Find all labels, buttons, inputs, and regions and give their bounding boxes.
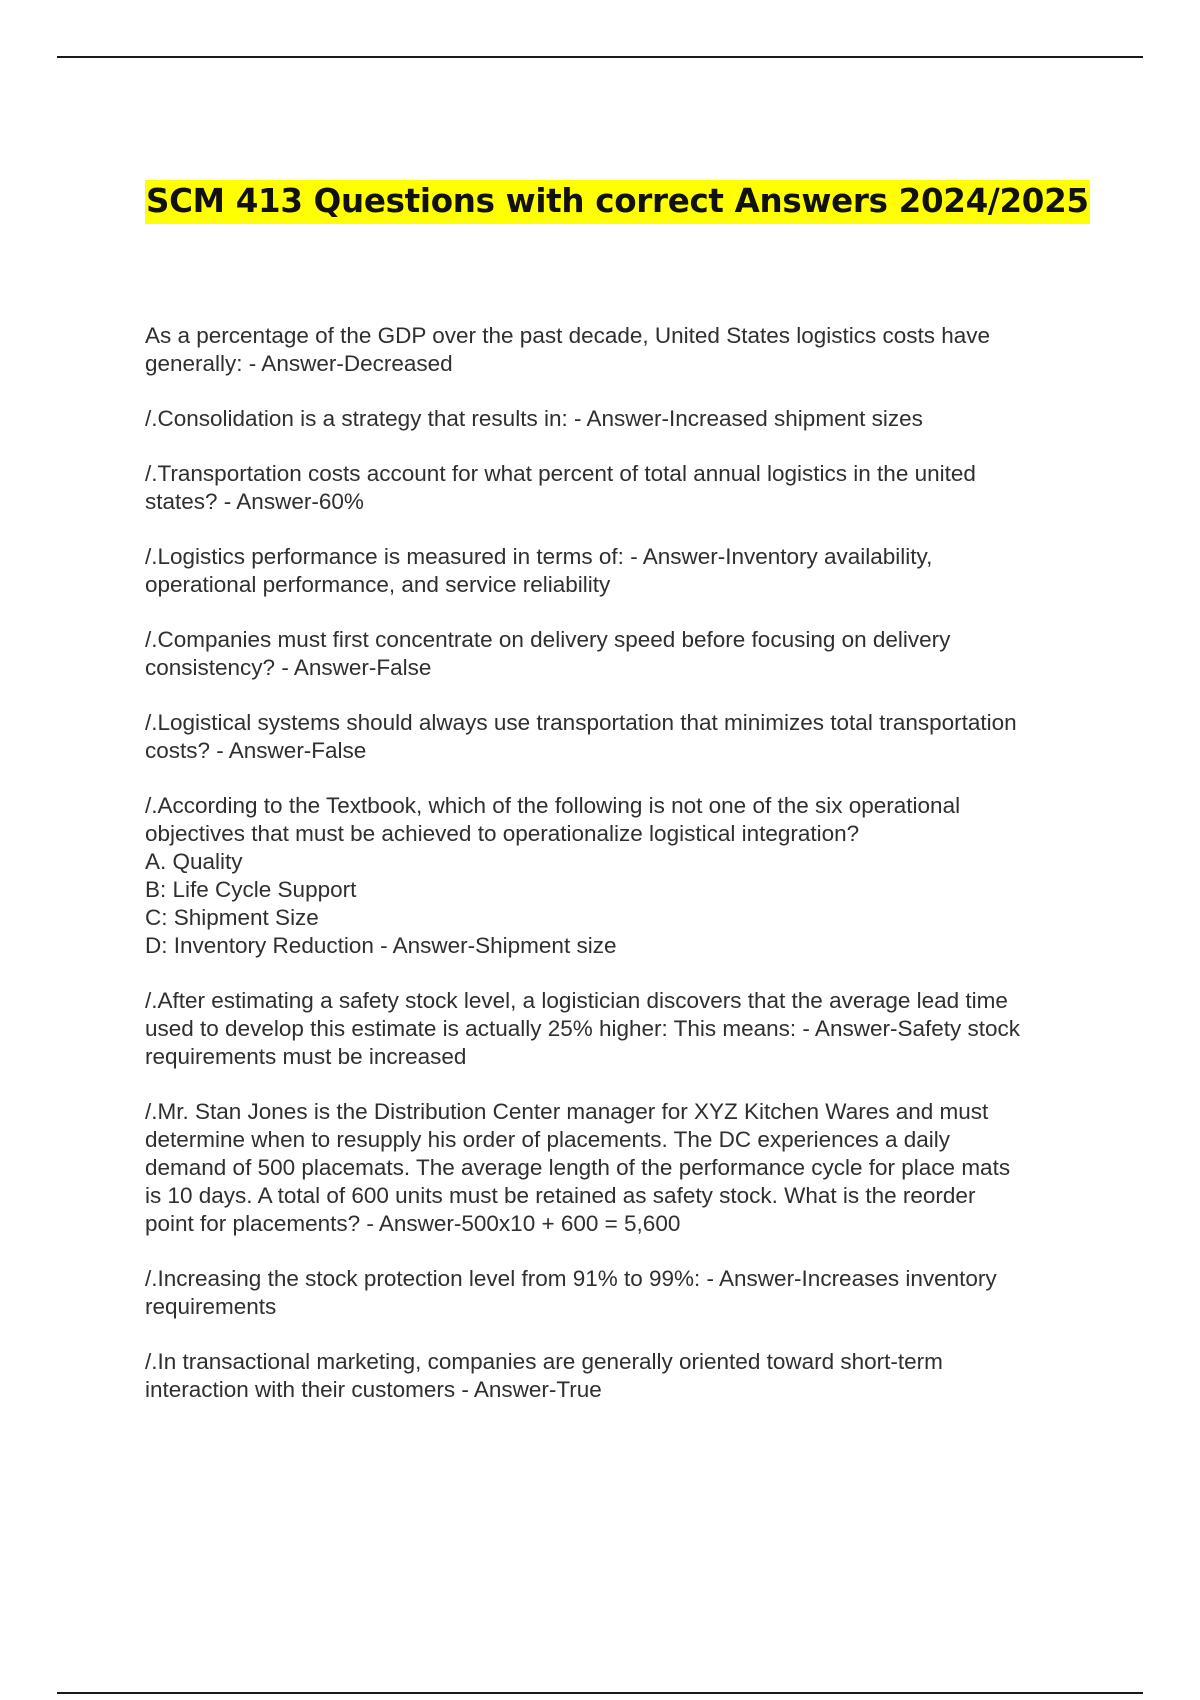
question-text-line: is 10 days. A total of 600 units must be retained as safety stock. What is the reorder [145, 1183, 976, 1208]
question-text-line: /.Mr. Stan Jones is the Distribution Center manager for XYZ Kitchen Wares and must [145, 1099, 989, 1124]
top-rule [57, 56, 1143, 58]
question-item [145, 626, 1105, 682]
question-text-line: D: Inventory Reduction - Answer-Shipment size [145, 933, 617, 958]
question-text-line: used to develop this estimate is actually 25% higher: This means: - Answer-Safety stock [145, 1016, 1021, 1041]
question-text-line: consistency? - Answer-False [145, 655, 432, 680]
title-block [145, 175, 1105, 227]
question-text-line: /.According to the Textbook, which of the following is not one of the six operational [145, 793, 961, 818]
question-item [145, 543, 1105, 599]
document-title: SCM 413 Questions with correct Answers 2024/2025 [145, 180, 1090, 224]
question-text-line: interaction with their customers - Answer-True [145, 1377, 602, 1402]
question-item [145, 1348, 1105, 1404]
question-text-line: /.Companies must first concentrate on delivery speed before focusing on delivery [145, 627, 951, 652]
question-text-line: /.Logistical systems should always use transportation that minimizes total transportation [145, 710, 1017, 735]
question-text-line: determine when to resupply his order of placements. The DC experiences a daily [145, 1127, 951, 1152]
question-item [145, 1265, 1105, 1321]
question-text-line: C: Shipment Size [145, 905, 319, 930]
question-text-line: /.Logistics performance is measured in terms of: - Answer-Inventory availability, [145, 544, 933, 569]
question-text-line: B: Life Cycle Support [145, 877, 357, 902]
question-item [145, 792, 1105, 960]
question-text-line: /.In transactional marketing, companies are generally oriented toward short-term [145, 1349, 943, 1374]
question-list [145, 322, 1105, 1431]
question-text-line: costs? - Answer-False [145, 738, 367, 763]
question-item [145, 709, 1105, 765]
question-text-line: demand of 500 placemats. The average length of the performance cycle for place mats [145, 1155, 1011, 1180]
question-item [145, 322, 1105, 378]
question-text-line: objectives that must be achieved to operationalize logistical integration? [145, 821, 860, 846]
question-text-line: /.Consolidation is a strategy that results in: - Answer-Increased shipment sizes [145, 406, 923, 431]
question-text-line: /.Transportation costs account for what percent of total annual logistics in the united [145, 461, 976, 486]
question-text-line: requirements must be increased [145, 1044, 467, 1069]
bottom-rule [57, 1692, 1143, 1694]
question-text-line: /.After estimating a safety stock level, a logistician discovers that the average lead time [145, 988, 1008, 1013]
question-item [145, 405, 1105, 433]
question-text-line: requirements [145, 1294, 277, 1319]
question-text-line: A. Quality [145, 849, 243, 874]
question-item [145, 1098, 1105, 1238]
question-text-line: point for placements? - Answer-500x10 + 600 = 5,600 [145, 1211, 681, 1236]
question-text-line: states? - Answer-60% [145, 489, 364, 514]
question-text-line: generally: - Answer-Decreased [145, 351, 453, 376]
question-text-line: /.Increasing the stock protection level from 91% to 99%: - Answer-Increases inventory [145, 1266, 997, 1291]
question-text-line: operational performance, and service reliability [145, 572, 611, 597]
question-text-line: As a percentage of the GDP over the past decade, United States logistics costs have [145, 323, 991, 348]
question-item [145, 460, 1105, 516]
question-item [145, 987, 1105, 1071]
